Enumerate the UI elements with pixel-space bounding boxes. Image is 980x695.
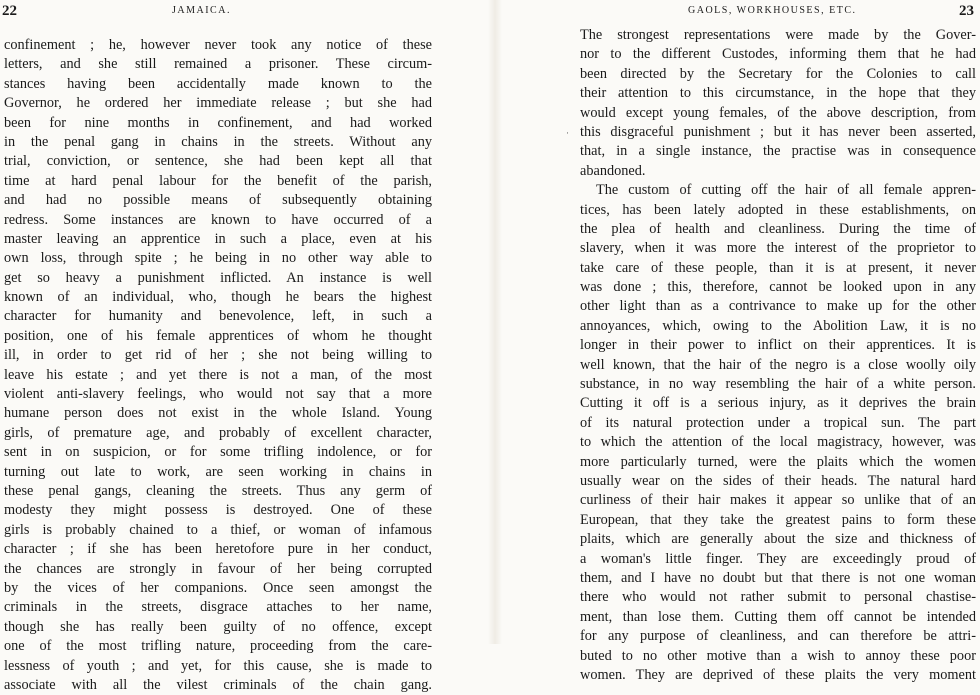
text-line: trial, conviction, or sentence, she had been kept all that	[4, 153, 432, 170]
text-line: The custom of cutting off the hair of all female appren-	[596, 182, 976, 199]
text-line: ment, than lose them. Cutting them off cannot be intended	[580, 608, 976, 625]
text-line: humane person does not exist in the whole Island. Young	[4, 405, 432, 422]
text-line: position, one of his female apprentices of whom he thought	[4, 327, 432, 344]
text-line: stances having been accidentally made known to the	[4, 75, 432, 92]
text-line: to which the attention of the local magistracy, however, was	[580, 434, 976, 451]
text-line: was done ; this, therefore, cannot be looked upon in any	[580, 279, 976, 296]
text-line: character for humanity and benevolence, left, in such a	[4, 308, 432, 325]
text-line: confinement ; he, however never took any notice of these	[4, 37, 432, 53]
text-line: a woman's little finger. They are exceedingly proud of	[580, 550, 976, 567]
text-line: ill, in order to get rid of her ; she not being willing to	[4, 347, 432, 364]
text-line: this disgraceful punishment ; but it has never been asserted,	[580, 123, 976, 140]
text-line: though she has really been guilty of no offence, except	[4, 618, 432, 635]
text-line: women. They are deprived of these plaits the very moment	[580, 666, 976, 683]
text-line: modesty they might possess is destroyed. One of these	[4, 502, 432, 519]
text-line: known of an individual, who, though he bears the highest	[4, 289, 432, 306]
text-line: girls, of premature age, and probably of excellent character,	[4, 424, 432, 441]
text-line: own loss, through spite ; he being in no other way able to	[4, 250, 432, 267]
text-line: there who would not rather submit to personal chastise-	[580, 589, 976, 606]
text-line: take care of these people, than it is at present, it never	[580, 259, 976, 276]
text-line: letters, and she still remained a prisoner. These circum-	[4, 56, 432, 73]
text-line: one of the most trifling nature, proceeding from the care-	[4, 638, 432, 655]
text-line: by the vices of her companions. Once seen amongst the	[4, 579, 432, 596]
text-line: these penal gangs, cleaning the streets. Thus any germ of	[4, 482, 432, 499]
text-line: nor to the different Custodes, informing them that he had	[580, 46, 976, 63]
text-line: other light than as a contrivance to make up for the other	[580, 298, 976, 315]
page-number: 22	[2, 3, 17, 19]
text-line: their attention to this circumstance, in the hope that they	[580, 85, 976, 102]
body-text	[4, 36, 432, 695]
body-text	[580, 26, 976, 685]
right-page	[510, 0, 980, 683]
text-line: girls is probably chained to a thief, or woman of infamous	[4, 521, 432, 538]
text-line: of its natural protection under a tropical sun. The part	[580, 414, 976, 431]
text-line: well known, that the hair of the negro is a close woolly oily	[580, 356, 976, 373]
text-line: master leaving an apprentice in such a place, even at his	[4, 230, 432, 247]
running-head: GAOLS, WORKHOUSES, ETC.	[688, 5, 857, 16]
text-line: Cutting it off is a serious injury, as it deprives the brain	[580, 395, 976, 412]
text-line: annoyances, which, owing to the Abolition Law, it is no	[580, 317, 976, 334]
text-line: the chances are strongly in favour of her being corrupted	[4, 560, 432, 577]
text-line: The strongest representations were made by the Gover-	[580, 27, 976, 43]
text-line: leave his estate ; and yet there is not a man, of the most	[4, 366, 432, 383]
text-line: tices, has been lately adopted in these establishments, on	[580, 201, 976, 218]
text-line: abandoned.	[580, 162, 646, 179]
text-line: them, and I have no doubt but that there is not one woman	[580, 569, 976, 586]
text-line: buted to no other motive than a wish to annoy these poor	[580, 647, 976, 664]
text-line: character ; if she has been heretofore pure in her conduct,	[4, 541, 432, 558]
text-line: substance, in no way resembling the hair of a white person.	[580, 376, 976, 393]
text-line: redress. Some instances are known to have occurred of a	[4, 211, 432, 228]
text-line: get so heavy a punishment inflicted. An instance is well	[4, 269, 432, 286]
text-line: for any purpose of cleanliness, and can therefore be attri-	[580, 628, 976, 645]
text-line: and had no possible means of subsequently obtaining	[4, 192, 432, 209]
text-line: longer in their power to inflict on their apprentices. It is	[580, 337, 976, 354]
book-gutter	[488, 0, 502, 644]
text-line: criminals in the streets, disgrace attaches to her name,	[4, 599, 432, 616]
text-line: curliness of their hair makes it appear so unlike that of an	[580, 492, 976, 509]
text-line: turning out late to work, are seen working in chains in	[4, 463, 432, 480]
text-line: sent in on suspicion, or for some trifling indolence, or for	[4, 444, 432, 461]
text-line: been for nine months in confinement, and had worked	[4, 114, 432, 131]
text-line: the plea of health and cleanliness. During the time of	[580, 220, 976, 237]
text-line: lessness of youth ; and yet, for this cause, she is made to	[4, 657, 432, 674]
text-line: usually wear on the sides of their heads. The natural hard	[580, 472, 976, 489]
text-line: in the penal gang in chains in the streets. Without any	[4, 133, 432, 150]
page-number: 23	[959, 3, 974, 19]
text-line: violent anti-slavery feelings, who would not say that a more	[4, 386, 432, 403]
left-page	[0, 0, 470, 693]
text-line: plaits, which are generally about the size and thickness of	[580, 531, 976, 548]
text-line: Governor, he ordered her immediate release ; but she had	[4, 95, 432, 112]
text-line: time at hard penal labour for the benefit of the parish,	[4, 172, 432, 189]
text-line: more particularly turned, were the plaits which the women	[580, 453, 976, 470]
text-line: that, in a single instance, the practise was in consequence	[580, 143, 976, 160]
text-line: been directed by the Secretary for the Colonies to call	[580, 65, 976, 82]
text-line: associate with all the vilest criminals of the chain gang.	[4, 676, 432, 693]
text-line: slavery, when it was more the interest of the proprietor to	[580, 240, 976, 257]
text-line: would except young females, of the above description, from	[580, 104, 976, 121]
text-line: European, that they take the greatest pains to form these	[580, 511, 976, 528]
margin-mark: ·	[566, 128, 569, 138]
running-head: JAMAICA.	[172, 5, 231, 16]
